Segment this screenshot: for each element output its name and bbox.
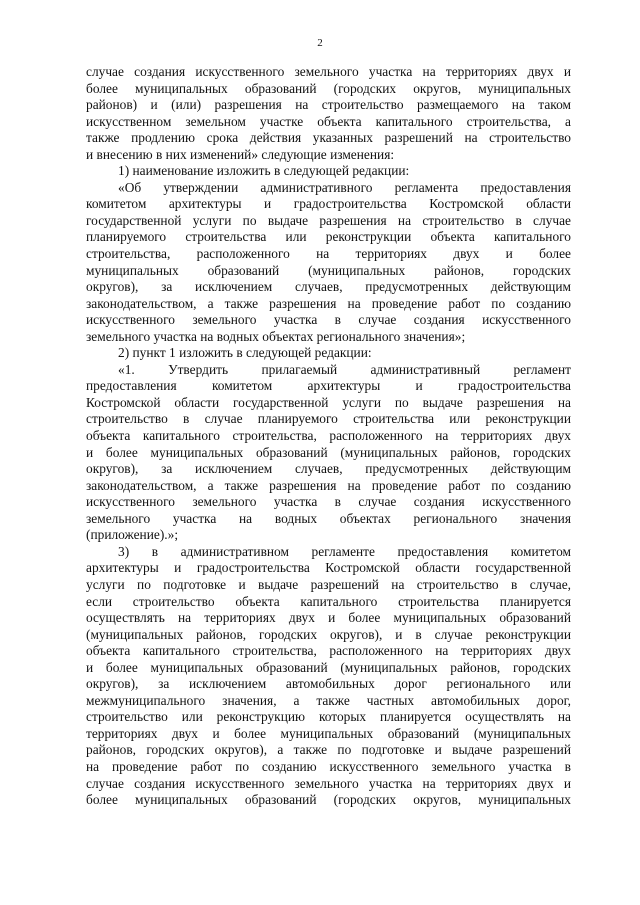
text-line: строительство в случае планируемого строительства или реконструкции (86, 411, 571, 427)
text-line: (приложение).»; (86, 527, 179, 543)
text-line: муниципальных образований (муниципальных районов, городских (86, 262, 571, 278)
text-line: на проведение работ по созданию искусственного земельного участка в (86, 758, 571, 774)
text-line: более муниципальных образований (городских округов, муниципальных (86, 792, 571, 808)
text-line: комитетом архитектуры и градостроительства Костромской области (86, 196, 571, 212)
text-line: 1) наименование изложить в следующей редакции: (118, 163, 410, 179)
document-body (86, 64, 571, 809)
text-line: районов) и (или) разрешения на строительство размещаемого на таком (86, 97, 571, 113)
text-line: объекта капитального строительства, расположенного на территориях двух (86, 428, 571, 444)
text-line: государственной услуги по выдаче разрешения на строительство в случае (86, 212, 571, 228)
text-line: 3) в административном регламенте предоставления комитетом (118, 543, 571, 559)
text-line: искусственном земельном участке объекта капитального строительства, а (86, 113, 571, 129)
text-line: межмуниципального значения, а также частных автомобильных дорог, (86, 692, 571, 708)
text-line: случае создания искусственного земельного участка на территориях двух и (86, 64, 571, 79)
text-line: округов), за исключением случаев, предусмотренных действующим (86, 279, 571, 295)
text-line: объекта капитального строительства, расположенного на территориях двух (86, 643, 571, 659)
text-line: земельного участка на водных объектах регионального значения»; (86, 328, 466, 344)
text-line: 2) пункт 1 изложить в следующей редакции: (118, 345, 372, 361)
text-line: архитектуры и градостроительства Костромской области государственной (86, 560, 571, 576)
text-line: Костромской области государственной услуги по выдаче разрешения на (86, 394, 571, 410)
text-line: искусственного земельного участка в случае создания искусственного (86, 312, 571, 328)
page-number: 2 (317, 37, 323, 49)
text-line: предоставления комитетом архитектуры и градостроительства (86, 378, 571, 394)
text-line: и более муниципальных образований (муниципальных районов, городских (86, 659, 571, 675)
text-line: «1. Утвердить прилагаемый административный регламент (118, 361, 571, 377)
text-line: более муниципальных образований (городских округов, муниципальных (86, 80, 571, 96)
text-line: строительства, расположенного на территориях двух и более (86, 246, 571, 262)
text-line: случае создания искусственного земельного участка на территориях двух и (86, 775, 571, 791)
text-line: строительство или реконструкцию которых планируется осуществлять на (86, 709, 571, 725)
text-line: округов), за исключением автомобильных дорог регионального или (86, 676, 571, 692)
text-line: и внесению в них изменений» следующие изменения: (86, 146, 395, 162)
text-line: «Об утверждении административного регламента предоставления (118, 179, 571, 195)
text-line: и более муниципальных образований (муниципальных районов, городских (86, 444, 571, 460)
text-line: также продлению срока действия указанных разрешений на строительство (86, 130, 571, 146)
text-line: услуги по подготовке и выдаче разрешений на строительство в случае, (86, 576, 571, 592)
text-line: осуществлять на территориях двух и более муниципальных образований (86, 610, 571, 626)
text-line: (муниципальных районов, городских округов), и в случае реконструкции (86, 626, 571, 642)
text-line: если строительство объекта капитального строительства планируется (86, 593, 571, 609)
text-line: искусственного земельного участка в случае создания искусственного (86, 494, 571, 510)
text-line: округов), за исключением случаев, предусмотренных действующим (86, 461, 571, 477)
text-line: планируемого строительства или реконструкции объекта капитального (86, 229, 571, 245)
text-line: территориях двух и более муниципальных образований (муниципальных (86, 725, 571, 741)
text-line: земельного участка на водных объектах регионального значения (86, 510, 571, 526)
text-line: районов, городских округов), а также по подготовке и выдаче разрешений (86, 742, 571, 758)
text-line: законодательством, а также разрешения на проведение работ по созданию (86, 295, 571, 311)
text-line: законодательством, а также разрешения на проведение работ по созданию (86, 477, 571, 493)
